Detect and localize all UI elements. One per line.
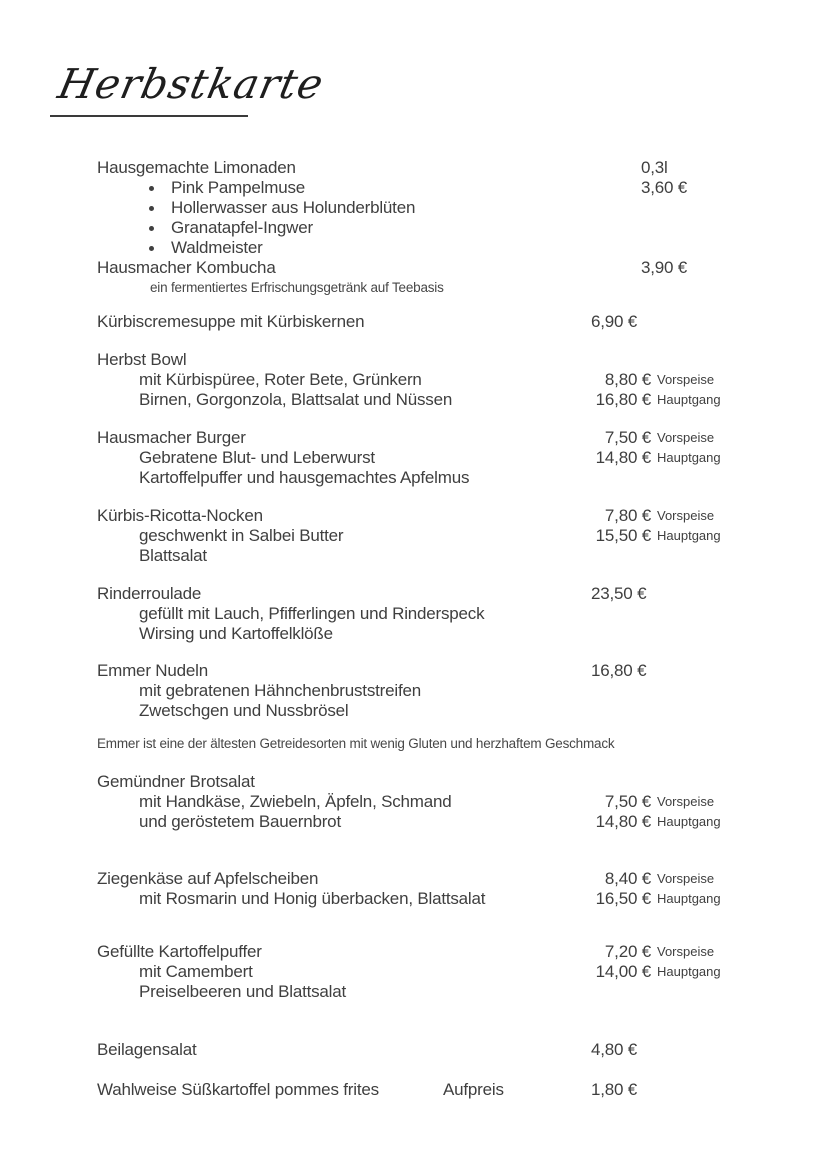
price: 16,50 € xyxy=(595,889,651,908)
item-name: Gefüllte Kartoffelpuffer xyxy=(97,942,262,961)
course-label: Hauptgang xyxy=(657,814,721,829)
price: 7,80 € xyxy=(604,506,651,525)
menu-row xyxy=(0,312,826,332)
price: 14,00 € xyxy=(595,962,651,981)
course-label: Vorspeise xyxy=(657,430,715,445)
menu-row xyxy=(0,869,826,889)
menu-row xyxy=(0,546,826,566)
item-name: Gemündner Brotsalat xyxy=(97,772,255,791)
menu-row xyxy=(0,526,826,546)
item-description: mit Rosmarin und Honig überbacken, Blattsalat xyxy=(139,889,486,908)
price: 8,40 € xyxy=(604,869,651,888)
item-description: Birnen, Gorgonzola, Blattsalat und Nüssen xyxy=(139,390,453,409)
price: 7,50 € xyxy=(604,428,651,447)
menu-row xyxy=(0,942,826,962)
item-description: gefüllt mit Lauch, Pfifferlingen und Rinderspeck xyxy=(139,604,485,623)
menu-row xyxy=(0,812,826,832)
bullet-item-label: Pink Pampelmuse xyxy=(171,178,306,197)
item-name: Ziegenkäse auf Apfelscheiben xyxy=(97,869,319,888)
bullet-icon xyxy=(149,226,154,231)
course-label: Vorspeise xyxy=(657,794,715,809)
price: 7,50 € xyxy=(604,792,651,811)
menu-row xyxy=(0,889,826,909)
item-description: mit gebratenen Hähnchenbruststreifen xyxy=(139,681,421,700)
menu-section-gefuellte-kartoffelpuffer xyxy=(0,942,826,1002)
menu-section-gemuendner-brotsalat xyxy=(0,772,826,832)
item-name: Kürbiscremesuppe mit Kürbiskernen xyxy=(97,312,365,331)
price: 8,80 € xyxy=(604,370,651,389)
item-name: Kürbis-Ricotta-Nocken xyxy=(97,506,263,525)
menu-section-ziegenkaese xyxy=(0,869,826,909)
course-label: Vorspeise xyxy=(657,871,715,886)
course-label: Vorspeise xyxy=(657,508,715,523)
price: 14,80 € xyxy=(595,812,651,831)
menu-note: Emmer ist eine der ältesten Getreidesorten mit wenig Gluten und herzhaftem Geschmack xyxy=(97,736,615,751)
menu-row xyxy=(0,370,826,390)
menu-section-herbst-bowl xyxy=(0,350,826,410)
price: 7,20 € xyxy=(604,942,651,961)
menu-section-kuerbis-ricotta-nocken xyxy=(0,506,826,566)
menu-row xyxy=(0,681,826,701)
course-label: Hauptgang xyxy=(657,891,721,906)
menu xyxy=(0,158,826,1100)
bullet-icon xyxy=(149,246,154,251)
price: 16,80 € xyxy=(591,661,647,680)
item-name: Beilagensalat xyxy=(97,1040,197,1059)
menu-row xyxy=(0,506,826,526)
course-label: Hauptgang xyxy=(657,450,721,465)
title-underline xyxy=(50,115,248,117)
item-description: Gebratene Blut- und Leberwurst xyxy=(139,448,375,467)
item-description: Zwetschgen und Nussbrösel xyxy=(139,701,349,720)
item-description: geschwenkt in Salbei Butter xyxy=(139,526,344,545)
course-label: Hauptgang xyxy=(657,964,721,979)
menu-section-emmer-nudeln xyxy=(0,661,826,721)
menu-row xyxy=(0,218,826,238)
menu-row xyxy=(0,198,826,218)
menu-row xyxy=(0,350,826,370)
menu-row xyxy=(0,734,826,753)
menu-row xyxy=(0,428,826,448)
bullet-item-label: Waldmeister xyxy=(171,238,263,257)
page-title: Herbstkarte xyxy=(54,60,329,108)
item-name: Emmer Nudeln xyxy=(97,661,208,680)
item-description: Wirsing und Kartoffelklöße xyxy=(139,624,333,643)
item-name: Hausmacher Kombucha xyxy=(97,258,276,277)
menu-section-suesskartoffel-pommes xyxy=(0,1080,826,1100)
menu-row xyxy=(0,448,826,468)
item-description: Preiselbeeren und Blattsalat xyxy=(139,982,347,1001)
price: 16,80 € xyxy=(595,390,651,409)
item-name: Herbst Bowl xyxy=(97,350,187,369)
price: 14,80 € xyxy=(595,448,651,467)
bullet-item-label: Granatapfel-Ingwer xyxy=(171,218,313,237)
menu-row xyxy=(0,1080,826,1100)
item-description: mit Camembert xyxy=(139,962,253,981)
menu-row xyxy=(0,158,826,178)
course-label: Hauptgang xyxy=(657,392,721,407)
bullet-icon xyxy=(149,186,154,191)
menu-row xyxy=(0,468,826,488)
item-name: Rinderroulade xyxy=(97,584,202,603)
menu-row xyxy=(0,982,826,1002)
menu-row xyxy=(0,238,826,258)
item-description: Blattsalat xyxy=(139,546,207,565)
menu-row xyxy=(0,258,826,278)
menu-section-rinderroulade xyxy=(0,584,826,644)
menu-row xyxy=(0,178,826,198)
menu-row xyxy=(0,584,826,604)
item-description: Kartoffelpuffer und hausgemachtes Apfelmus xyxy=(139,468,470,487)
menu-section-emmer-hinweis xyxy=(0,734,826,753)
menu-row xyxy=(0,772,826,792)
item-description: mit Handkäse, Zwiebeln, Äpfeln, Schmand xyxy=(139,792,452,811)
item-name: Hausgemachte Limonaden xyxy=(97,158,296,177)
menu-section-hausmacher-burger xyxy=(0,428,826,488)
price: 0,3l xyxy=(641,158,668,177)
course-label: Hauptgang xyxy=(657,528,721,543)
item-name: Wahlweise Süßkartoffel pommes frites xyxy=(97,1080,379,1099)
surcharge-label: Aufpreis xyxy=(443,1080,504,1099)
menu-row xyxy=(0,701,826,721)
price: 15,50 € xyxy=(595,526,651,545)
price: 6,90 € xyxy=(591,312,638,331)
item-description: mit Kürbispüree, Roter Bete, Grünkern xyxy=(139,370,422,389)
menu-section-kuerbiscremesuppe xyxy=(0,312,826,332)
item-description: und geröstetem Bauernbrot xyxy=(139,812,341,831)
menu-row xyxy=(0,390,826,410)
bullet-icon xyxy=(149,206,154,211)
item-name: Hausmacher Burger xyxy=(97,428,246,447)
price: 3,90 € xyxy=(641,258,688,277)
menu-row xyxy=(0,661,826,681)
course-label: Vorspeise xyxy=(657,944,715,959)
menu-section-beilagensalat xyxy=(0,1040,826,1060)
menu-row xyxy=(0,962,826,982)
price: 23,50 € xyxy=(591,584,647,603)
menu-row xyxy=(0,792,826,812)
bullet-item-label: Hollerwasser aus Holunderblüten xyxy=(171,198,416,217)
price: 4,80 € xyxy=(591,1040,638,1059)
menu-row xyxy=(0,278,826,297)
menu-section-getraenke xyxy=(0,158,826,297)
menu-row xyxy=(0,604,826,624)
price: 1,80 € xyxy=(591,1080,638,1099)
menu-row xyxy=(0,1040,826,1060)
item-subnote: ein fermentiertes Erfrischungsgetränk auf Teebasis xyxy=(150,280,444,295)
price: 3,60 € xyxy=(641,178,688,197)
course-label: Vorspeise xyxy=(657,372,715,387)
menu-row xyxy=(0,624,826,644)
